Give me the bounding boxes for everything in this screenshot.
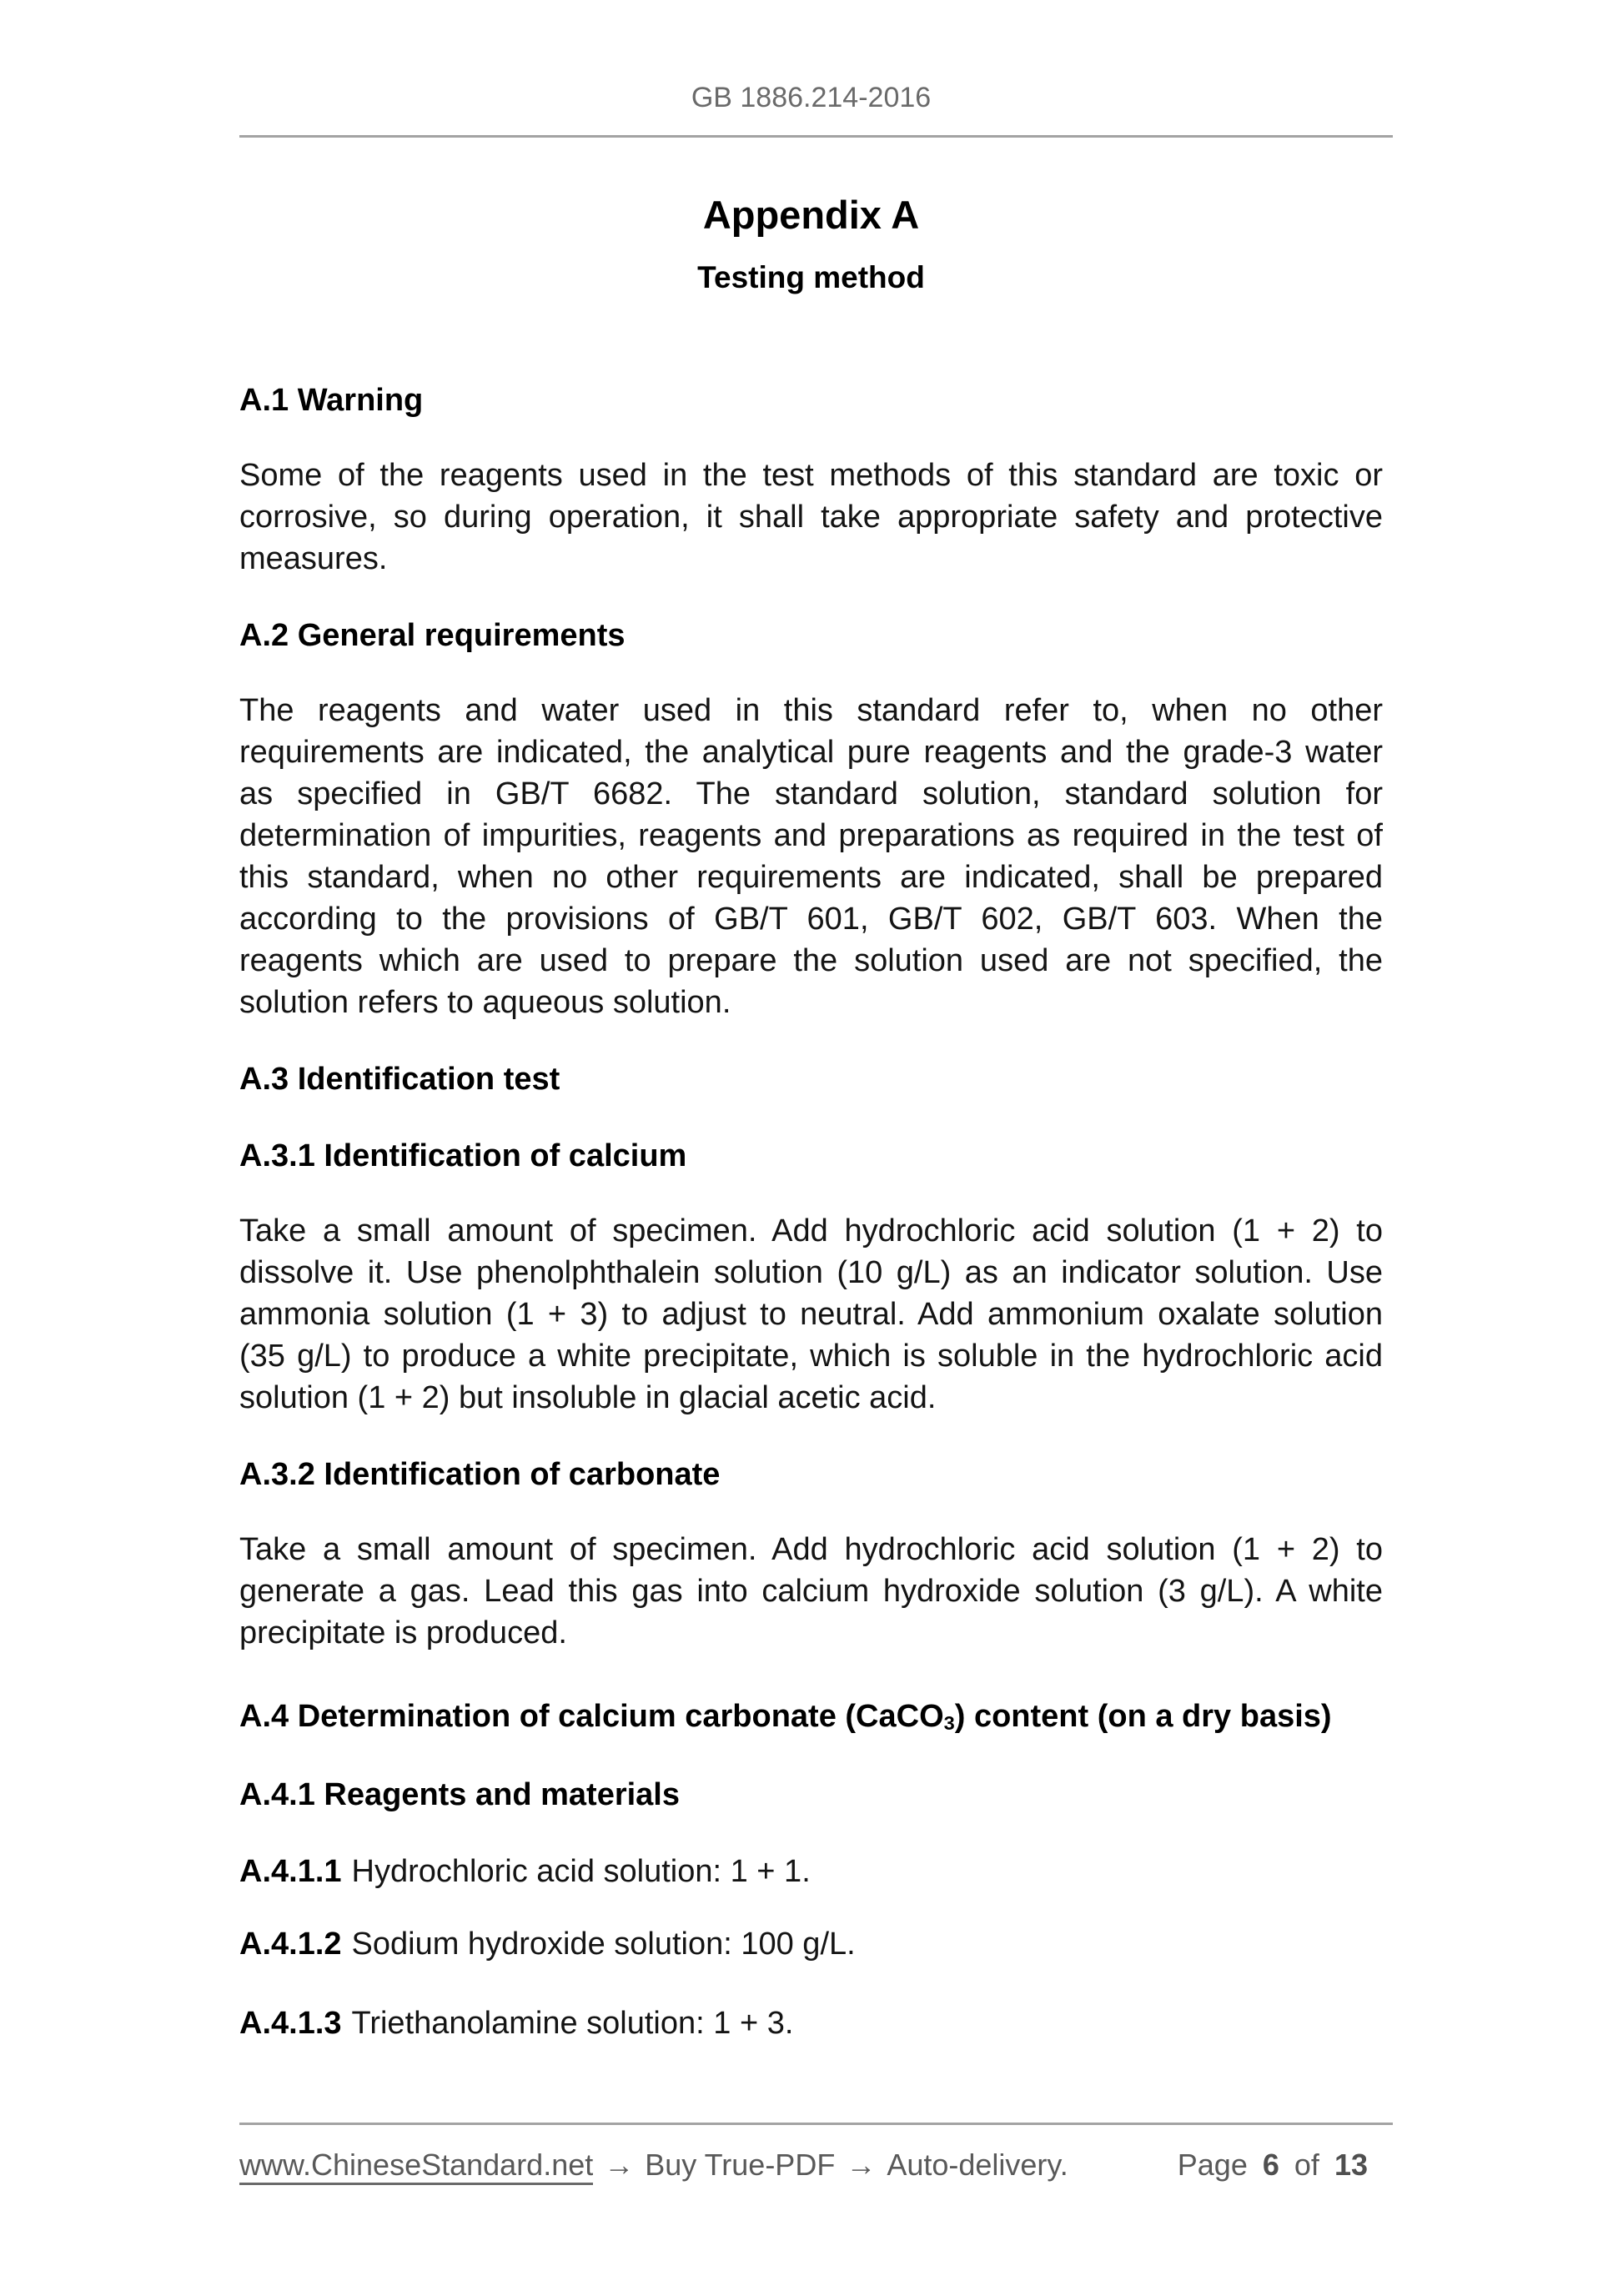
- page-footer: [239, 2143, 1383, 2187]
- appendix-title: Appendix A: [702, 193, 920, 237]
- paragraph-line: measures.: [239, 541, 388, 576]
- item-number: A.4.1.1: [239, 1854, 342, 1890]
- footer-step2: Auto-delivery.: [887, 2148, 1068, 2182]
- section-heading-a3-1: A.3.1 Identification of calcium: [239, 1138, 687, 1173]
- paragraph-line: ammonia solution (1 + 3) to adjust to neutral. Add ammonium oxalate solution: [239, 1297, 1383, 1332]
- section-heading-a3: A.3 Identification test: [239, 1062, 560, 1097]
- paragraph-line: The reagents and water used in this standard refer to, when no other: [239, 693, 1383, 728]
- footer-step1: Buy True-PDF: [645, 2148, 836, 2182]
- paragraph-line: determination of impurities, reagents and preparations as required in the test of: [239, 818, 1383, 853]
- paragraph-line: (35 g/L) to produce a white precipitate, which is soluble in the hydrochloric acid: [239, 1339, 1383, 1374]
- paragraph-line: corrosive, so during operation, it shall take appropriate safety and protective: [239, 500, 1383, 535]
- section-heading-a1: A.1 Warning: [239, 383, 424, 418]
- paragraph-line: generate a gas. Lead this gas into calcium hydroxide solution (3 g/L). A white: [239, 1574, 1383, 1609]
- standard-code: GB 1886.214-2016: [691, 82, 932, 113]
- paragraph-line: Some of the reagents used in the test methods of this standard are toxic or: [239, 458, 1383, 493]
- section-heading-a4-1: A.4.1 Reagents and materials: [239, 1777, 680, 1813]
- paragraph-line: solution (1 + 2) but insoluble in glacial acetic acid.: [239, 1380, 937, 1415]
- paragraph-line: requirements are indicated, the analytical pure reagents and the grade-3 water: [239, 735, 1383, 770]
- page-current: 6: [1262, 2148, 1279, 2182]
- arrow-right-icon: →: [604, 2148, 635, 2182]
- page-total: 13: [1334, 2148, 1368, 2182]
- paragraph-line: dissolve it. Use phenolphthalein solution (10 g/L) as an indicator solution. Use: [239, 1255, 1383, 1290]
- paragraph-line: precipitate is produced.: [239, 1615, 567, 1650]
- heading-a4-subscript: 3: [943, 1712, 955, 1735]
- paragraph-a3-2: [239, 1529, 1383, 1654]
- paragraph-line: reagents which are used to prepare the solution used are not specified, the: [239, 943, 1383, 978]
- page-label: Page: [1177, 2148, 1248, 2182]
- page-indicator: [1178, 2143, 1383, 2187]
- website-link[interactable]: www.ChineseStandard.net: [239, 2148, 593, 2185]
- footer-rule: [239, 2123, 1393, 2125]
- paragraph-a3-1: [239, 1210, 1383, 1419]
- item-number: A.4.1.2: [239, 1927, 342, 1962]
- item-text: Sodium hydroxide solution: 100 g/L.: [351, 1927, 856, 1962]
- paragraph-line: as specified in GB/T 6682. The standard solution, standard solution for: [239, 776, 1383, 811]
- page-content: [239, 0, 1383, 2044]
- heading-a4-pre: A.4 Determination of calcium carbonate (CaCO: [239, 1699, 944, 1734]
- item-number: A.4.1.3: [239, 2006, 342, 2042]
- reagent-item-a4-1-1: [239, 1851, 1383, 1892]
- heading-a4-post: ) content (on a dry basis): [954, 1699, 1332, 1734]
- footer-promo: [239, 2143, 1068, 2187]
- arrow-right-icon: →: [846, 2148, 877, 2182]
- item-text: Hydrochloric acid solution: 1 + 1.: [351, 1854, 811, 1890]
- section-heading-a3-2: A.3.2 Identification of carbonate: [239, 1457, 721, 1492]
- section-heading-a2: A.2 General requirements: [239, 618, 626, 653]
- paragraph-line: according to the provisions of GB/T 601, GB/T 602, GB/T 603. When the: [239, 902, 1383, 937]
- of-label: of: [1294, 2148, 1319, 2182]
- paragraph-a2: [239, 690, 1383, 1023]
- section-heading-a4: [239, 1696, 1383, 1744]
- appendix-subtitle: Testing method: [697, 260, 925, 294]
- item-text: Triethanolamine solution: 1 + 3.: [351, 2006, 794, 2042]
- reagent-item-a4-1-2: [239, 1923, 1383, 1965]
- paragraph-a1: [239, 455, 1383, 580]
- paragraph-line: Take a small amount of specimen. Add hydrochloric acid solution (1 + 2) to: [239, 1213, 1383, 1248]
- paragraph-line: this standard, when no other requirements are indicated, shall be prepared: [239, 860, 1383, 895]
- paragraph-line: Take a small amount of specimen. Add hydrochloric acid solution (1 + 2) to: [239, 1532, 1383, 1567]
- reagent-item-a4-1-3: [239, 2002, 1383, 2044]
- paragraph-line: solution refers to aqueous solution.: [239, 985, 731, 1020]
